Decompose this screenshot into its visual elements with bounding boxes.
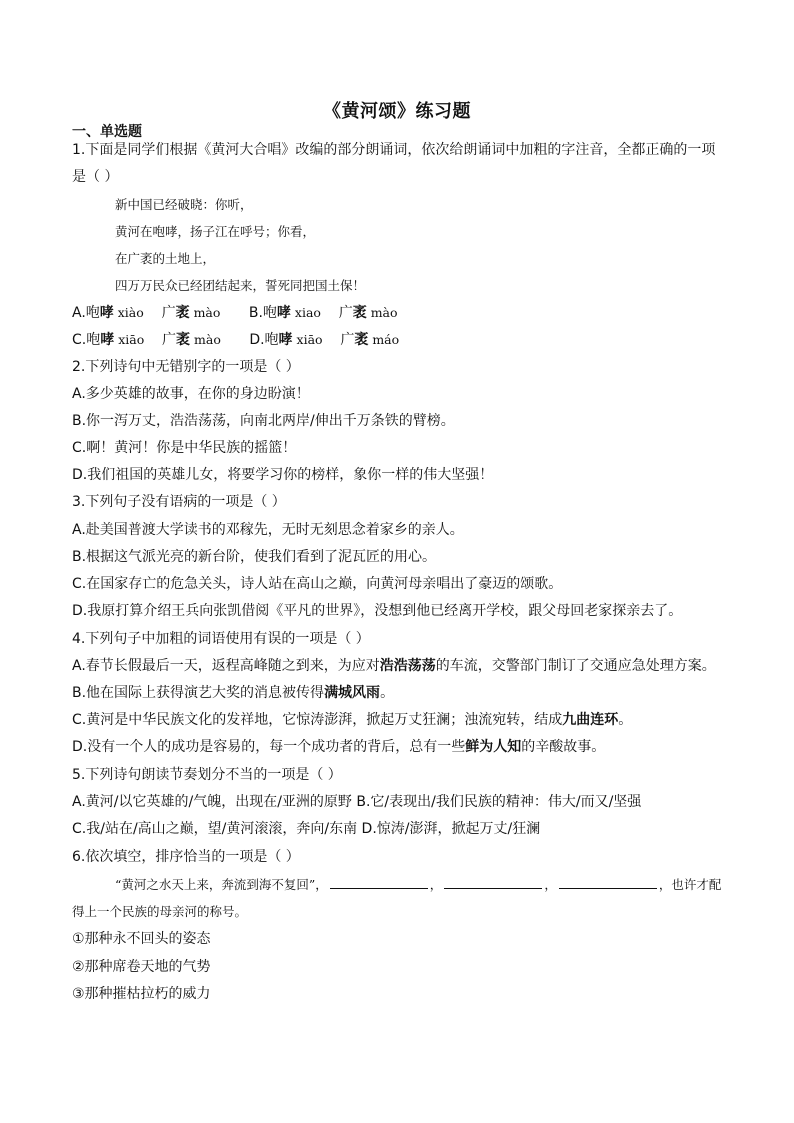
q6-item-3: ③那种摧枯拉朽的威力 [72,986,211,1002]
q1-poem-line-4: 四万万民众已经团结起来，誓死同把国土保！ [115,278,366,293]
q6-blank-3 [559,876,657,889]
q4-stem: 4.下列句子中加粗的词语使用有误的一项是（ ） [72,631,370,647]
q5-stem: 5.下列诗句朗读节奏划分不当的一项是（ ） [72,767,342,783]
q6-passage-line2: 得上一个民族的母亲河的称号。 [72,904,248,919]
q1-option-d: D.咆哮 xiāo 广袤 máo [249,332,400,348]
q3-stem: 3.下列句子没有语病的一项是（ ） [72,494,286,510]
q4-option-a: A.春节长假最后一天，返程高峰随之到来，为应对浩浩荡荡的车流，交警部门制订了交通应急处理方案。 [72,658,716,674]
q4-option-c: C.黄河是中华民族文化的发祥地，它惊涛澎湃，掀起万丈狂澜；浊流宛转，结成九曲连环。 [72,712,633,728]
q1-options-cd [72,331,399,349]
q6-blank-2 [444,876,542,889]
q1-option-c: C.咆哮 xiāo 广袤 mào [72,332,221,348]
q1-poem-line-2: 黄河在咆哮，扬子江在呼号；你看， [115,224,316,239]
q2-option-d: D.我们祖国的英雄儿女，将要学习你的榜样，象你一样的伟大坚强！ [72,467,494,483]
q1-poem-line-3: 在广袤的土地上， [115,251,216,266]
q1-stem-line1: 1.下面是同学们根据《黄河大合唱》改编的部分朗诵词，依次给朗诵词中加粗的字注音，全都正确的一项 [72,142,716,158]
q6-stem: 6.依次填空，排序恰当的一项是（ ） [72,849,300,865]
q3-option-d: D.我原打算介绍王兵向张凯借阅《平凡的世界》，没想到他已经离开学校，跟父母回老家探亲去了。 [72,603,683,619]
q1-stem-line2: 是（ ） [72,169,119,185]
q5-options-ab: A.黄河/以它英雄的/气魄，出现在/亚洲的原野 B.它/表现出/我们民族的精神：伟大/而又/坚强 [72,794,642,810]
q2-option-b: B.你一泻万丈，浩浩荡荡，向南北两岸/伸出千万条铁的臂榜。 [72,413,455,429]
q4-option-d: D.没有一个人的成功是容易的，每一个成功者的背后，总有一些鲜为人知的辛酸故事。 [72,739,606,755]
q3-option-a: A.赴美国普渡大学读书的邓稼先，无时无刻思念着家乡的亲人。 [72,522,464,538]
q6-item-1: ①那种永不回头的姿态 [72,931,211,947]
q3-option-b: B.根据这气派光亮的新台阶，使我们看到了泥瓦匠的用心。 [72,549,437,565]
q6-blank-1 [330,876,428,889]
q6-item-2: ②那种席卷天地的气势 [72,959,211,975]
q1-option-a: A.咆哮 xiào 广袤 mào [72,305,221,321]
q1-poem-line-1: 新中国已经破晓：你听， [115,197,253,212]
q2-option-a: A.多少英雄的故事，在你的身边盼演！ [72,386,310,402]
q5-options-cd: C.我/站在/高山之巅，望/黄河滚滚，奔向/东南 D.惊涛/澎湃，掀起万丈/狂澜 [72,821,541,837]
q1-options-ab [72,304,398,322]
q4-option-b: B.他在国际上获得演艺大奖的消息被传得满城风雨。 [72,685,395,701]
q1-option-b: B.咆哮 xiao 广袤 mào [248,305,398,321]
q2-option-c: C.啊！黄河！你是中华民族的摇篮！ [72,440,297,456]
q3-option-c: C.在国家存亡的危急关头，诗人站在高山之巅，向黄河母亲唱出了豪迈的颂歌。 [72,576,563,592]
q6-passage-line1: “黄河之水天上来，奔流到海不复回”， ， ， ，也许才配 [115,877,722,892]
section-heading: 一、单选题 [72,124,142,140]
page-title: 《黄河颂》练习题 [323,101,471,122]
q2-stem: 2.下列诗句中无错别字的一项是（ ） [72,359,300,375]
